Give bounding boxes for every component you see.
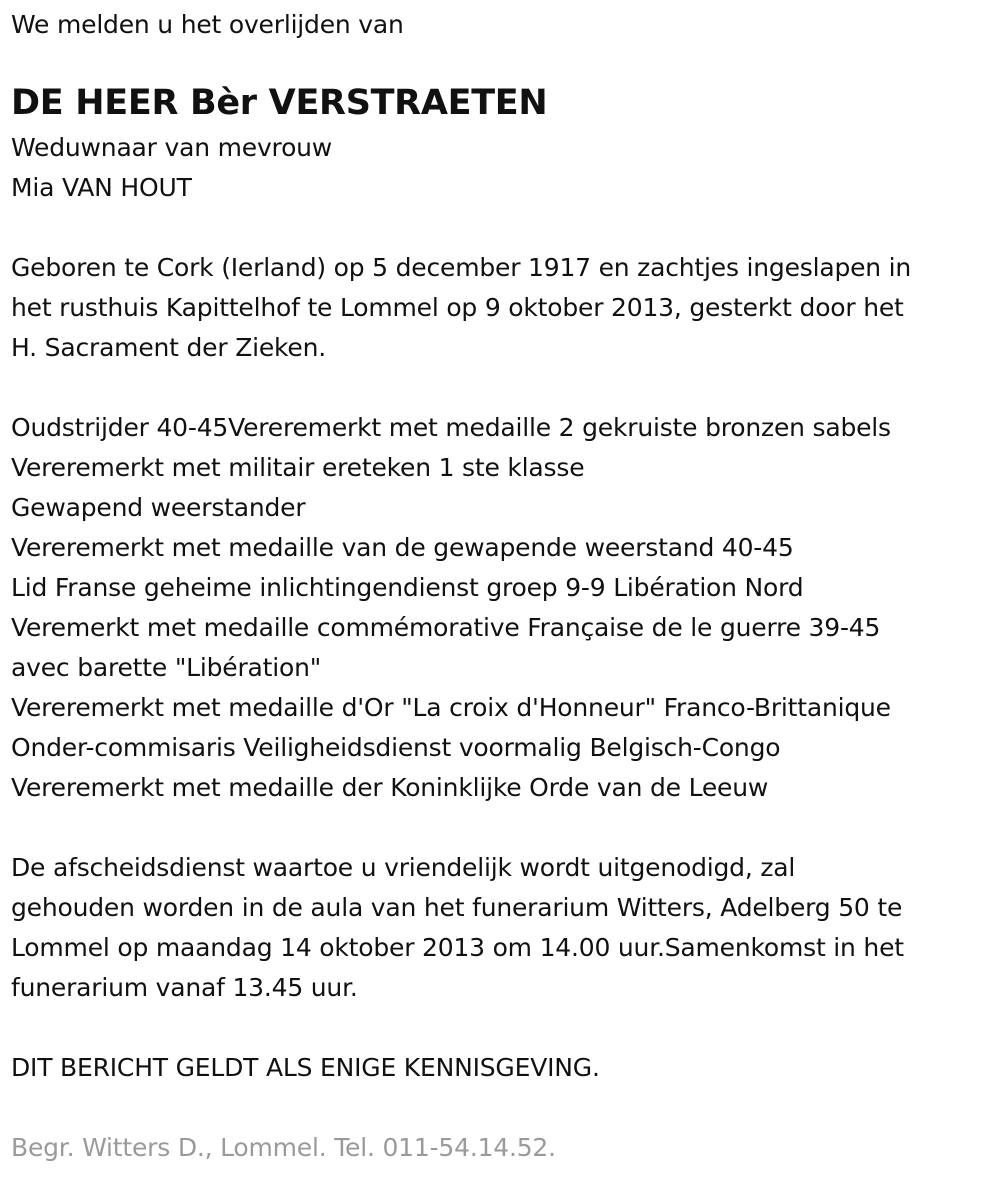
- honour-line: Vereremerkt met medaille der Koninklijke Orde van de Leeuw: [11, 773, 769, 802]
- spouse-block: [11, 128, 1000, 208]
- service-line: gehouden worden in de aula van het funerarium Witters, Adelberg 50 te: [11, 893, 903, 922]
- intro-text: We melden u het overlijden van: [11, 10, 404, 39]
- service-paragraph: [11, 848, 1000, 1008]
- honour-line: avec barette "Libération": [11, 653, 322, 682]
- undertaker-footer: Begr. Witters D., Lommel. Tel. 011-54.14.52.: [11, 1133, 556, 1162]
- honour-line: Vereremerkt met militair ereteken 1 ste klasse: [11, 453, 585, 482]
- service-line: Lommel op maandag 14 oktober 2013 om 14.00 uur.Samenkomst in het: [11, 933, 904, 962]
- honour-line: Veremerkt met medaille commémorative Française de le guerre 39-45: [11, 613, 881, 642]
- honour-line: Onder-commisaris Veiligheidsdienst voormalig Belgisch-Congo: [11, 733, 781, 762]
- spouse-line: Weduwnaar van mevrouw: [11, 133, 333, 162]
- honour-line: Oudstrijder 40-45Vereremerkt met medaille 2 gekruiste bronzen sabels: [11, 413, 891, 442]
- spacer: [11, 1008, 1000, 1048]
- honours-list: [11, 408, 1000, 808]
- honour-line: Vereremerkt met medaille van de gewapende weerstand 40-45: [11, 533, 794, 562]
- honour-line: Gewapend weerstander: [11, 493, 306, 522]
- spacer: [11, 208, 1000, 248]
- honour-line: Vereremerkt met medaille d'Or "La croix d'Honneur" Franco-Brittanique: [11, 693, 891, 722]
- deceased-name: DE HEER Bèr VERSTRAETEN: [11, 83, 548, 123]
- spacer: [11, 1088, 1000, 1128]
- spacer: [11, 808, 1000, 848]
- birth-line: Geboren te Cork (Ierland) op 5 december 1917 en zachtjes ingeslapen in: [11, 253, 912, 282]
- spouse-line: Mia VAN HOUT: [11, 173, 192, 202]
- service-line: De afscheidsdienst waartoe u vriendelijk wordt uitgenodigd, zal: [11, 853, 796, 882]
- birth-line: H. Sacrament der Zieken.: [11, 333, 326, 362]
- closing-statement: DIT BERICHT GELDT ALS ENIGE KENNISGEVING.: [11, 1053, 600, 1082]
- birth-line: het rusthuis Kapittelhof te Lommel op 9 oktober 2013, gesterkt door het: [11, 293, 904, 322]
- birth-paragraph: [11, 248, 1000, 368]
- service-line: funerarium vanaf 13.45 uur.: [11, 973, 358, 1002]
- spacer: [11, 368, 1000, 408]
- honour-line: Lid Franse geheime inlichtingendienst groep 9-9 Libération Nord: [11, 573, 804, 602]
